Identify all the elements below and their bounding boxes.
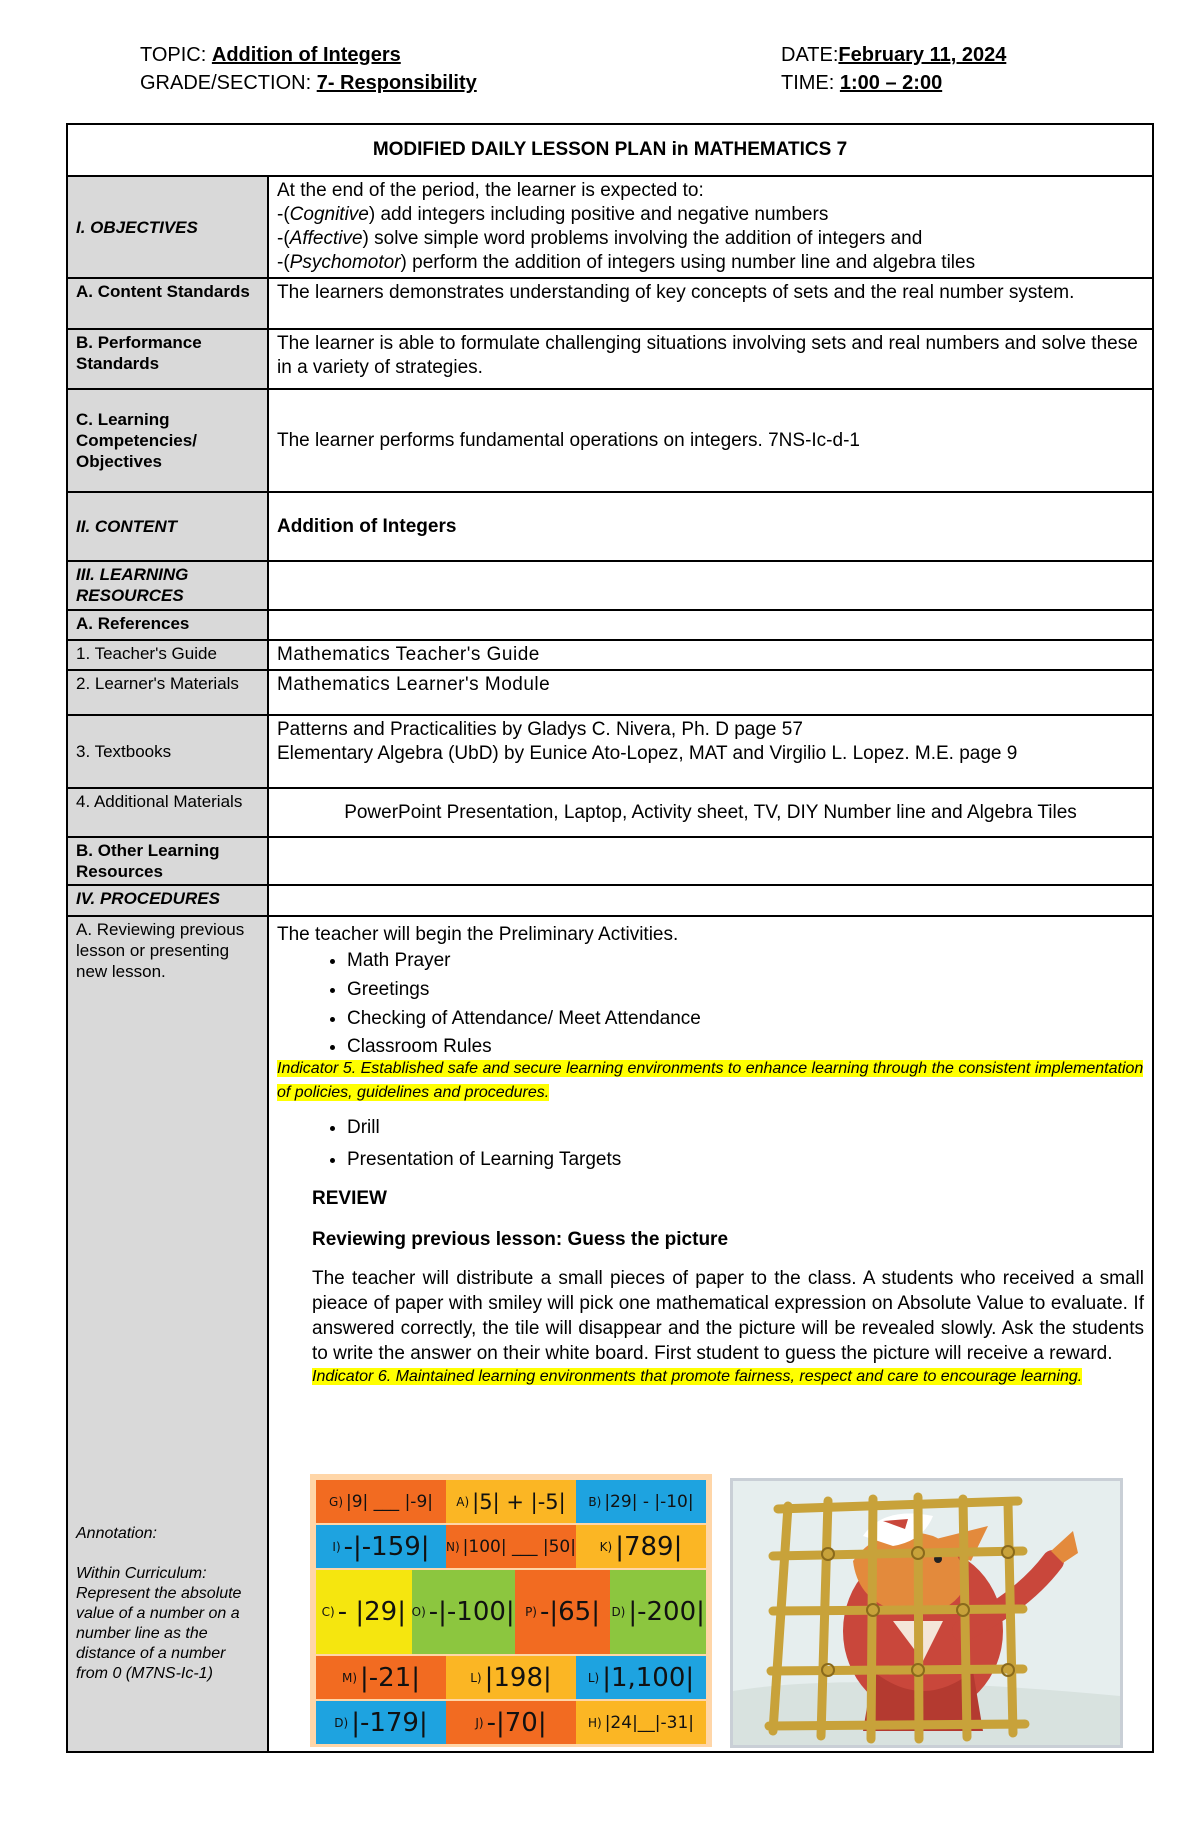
other-resources-empty [268, 837, 1153, 885]
textbook-2: Elementary Algebra (UbD) by Eunice Ato-Lopez, MAT and Virgilio L. Lopez. M.E. page 9 [277, 743, 1018, 764]
list-item: • Math Prayer [347, 949, 1144, 973]
textbooks-content [268, 715, 1153, 788]
grade-label: GRADE/SECTION: [140, 72, 317, 94]
expression-tile[interactable] [316, 1570, 412, 1654]
date-label: DATE: [781, 44, 839, 66]
expression-tile[interactable] [316, 1525, 446, 1568]
topic-value: Addition of Integers [211, 44, 401, 66]
expression-tile[interactable] [576, 1656, 706, 1699]
objective-psychomotor: -(Psychomotor) perform the addition of integers using number line and algebra tiles [277, 252, 976, 273]
teachers-guide-label: 1. Teacher's Guide [67, 640, 268, 670]
tile-letter: J) [475, 1715, 484, 1730]
tile-expression: |1,100| [602, 1662, 695, 1693]
tile-letter: P) [525, 1605, 537, 1619]
list-item: • Checking of Attendance/ Meet Attendance [347, 1007, 1144, 1031]
tile-expression: - |29| [337, 1597, 406, 1627]
procedures-label: IV. PROCEDURES [67, 885, 268, 916]
tile-expression: |789| [615, 1531, 683, 1562]
teachers-guide-text: Mathematics Teacher's Guide [268, 640, 1153, 670]
review-text: The teacher will distribute a small pieces of paper to the class. A students who received a small pieace of paper with smiley will pick one mathematical expression on Absolute Value to evaluate. If answered correctly, the tile will disappear and the picture will be revealed slowly. Ask the students to write the answer on their white board. First student to guess the picture will receive a reward. [312, 1268, 1144, 1364]
content-text: Addition of Integers [268, 492, 1153, 561]
review-label-cell [67, 916, 268, 1752]
time-value: 1:00 – 2:00 [839, 72, 943, 94]
expression-tile[interactable] [446, 1701, 576, 1744]
tile-expression: -|-159| [343, 1531, 430, 1562]
content-label: II. CONTENT [67, 492, 268, 561]
tile-expression: |5| + |-5| [472, 1489, 566, 1514]
additional-materials-label: 4. Additional Materials [67, 788, 268, 837]
tile-letter: M) [341, 1670, 358, 1685]
references-empty [268, 610, 1153, 640]
learners-materials-text: Mathematics Learner's Module [268, 670, 1153, 715]
preliminary-intro: The teacher will begin the Preliminary Activities. [277, 924, 679, 945]
expression-tile[interactable] [316, 1480, 446, 1523]
expression-tile[interactable] [446, 1525, 576, 1568]
textbook-1: Patterns and Practicalities by Gladys C. Nivera, Ph. D page 57 [277, 719, 803, 740]
expression-tile[interactable] [576, 1480, 706, 1523]
objective-affective: -(Affective) solve simple word problems involving the addition of integers and [277, 228, 923, 249]
objectives-content [268, 176, 1153, 278]
review-label: A. Reviewing previous lesson or presenting new lesson. [76, 920, 245, 981]
tile-letter: L) [587, 1670, 600, 1685]
competencies-label: C. Learning Competencies/ Objectives [67, 389, 268, 492]
time-label: TIME: [781, 72, 840, 94]
tile-row [316, 1480, 706, 1523]
textbooks-label: 3. Textbooks [67, 715, 268, 788]
tile-letter: D) [334, 1715, 349, 1730]
drill-list [277, 1116, 1144, 1172]
performance-standards-label: B. Performance Standards [67, 329, 268, 389]
tile-expression: |-200| [628, 1597, 705, 1627]
absolute-value-tile-grid [310, 1474, 712, 1747]
tile-expression: |198| [484, 1662, 552, 1693]
competencies-text: The learner performs fundamental operations on integers. 7NS-Ic-d-1 [268, 389, 1153, 492]
expression-tile[interactable] [316, 1656, 446, 1699]
topic-line [140, 41, 401, 69]
expression-tile[interactable] [316, 1701, 446, 1744]
expression-tile[interactable] [446, 1480, 576, 1523]
review-subheading: Reviewing previous lesson: Guess the picture [312, 1229, 729, 1250]
expression-tile[interactable] [576, 1701, 706, 1744]
tile-expression: |-21| [360, 1662, 421, 1693]
tile-letter: B) [588, 1494, 602, 1509]
tile-letter: G) [329, 1494, 343, 1509]
tile-expression: |9| ___ |-9| [346, 1491, 433, 1512]
preliminary-list [277, 949, 1144, 1058]
procedures-empty [268, 885, 1153, 916]
tile-letter: K) [599, 1539, 613, 1554]
date-value: February 11, 2024 [838, 44, 1007, 66]
tile-letter: N) [446, 1539, 460, 1554]
tile-expression: -|65| [539, 1597, 600, 1627]
grade-value: 7- Responsibility [316, 72, 477, 94]
objectives-intro: At the end of the period, the learner is expected to: [277, 180, 704, 201]
tile-expression: |100| ___ |50| [462, 1536, 576, 1557]
date-line [781, 41, 1006, 69]
expression-tile[interactable] [446, 1656, 576, 1699]
annotation [76, 1524, 254, 1684]
tile-letter: I) [332, 1539, 341, 1554]
expression-tile[interactable] [610, 1570, 706, 1654]
annotation-text: Within Curriculum: Represent the absolute value of a number on a number line as the distance of a number from 0 (M7NS-Ic-1) [76, 1565, 242, 1682]
learners-materials-label: 2. Learner's Materials [67, 670, 268, 715]
tile-row [316, 1570, 706, 1654]
content-standards-label: A. Content Standards [67, 278, 268, 329]
list-item: • Drill [347, 1116, 1144, 1140]
annotation-title: Annotation: [76, 1525, 157, 1542]
tile-letter: A) [456, 1494, 470, 1509]
tile-expression: -|70| [486, 1707, 547, 1738]
resources-empty [268, 561, 1153, 610]
tile-row [316, 1701, 706, 1744]
tile-letter: H) [587, 1715, 602, 1730]
tile-expression: |-179| [351, 1707, 428, 1738]
performance-standards-text: The learner is able to formulate challenging situations involving sets and real numbers and solve these in a variety of strategies. [268, 329, 1153, 389]
expression-tile[interactable] [515, 1570, 611, 1654]
tile-expression: |24|__|-31| [604, 1712, 695, 1733]
tile-letter: C) [321, 1605, 335, 1619]
review-heading: REVIEW [312, 1188, 387, 1209]
grade-line [140, 69, 477, 97]
indicator-6: Indicator 6. Maintained learning environments that promote fairness, respect and care to encourage learning. [312, 1368, 1083, 1385]
plan-title: MODIFIED DAILY LESSON PLAN in MATHEMATICS 7 [67, 124, 1153, 176]
tile-expression: |29| - |-10| [604, 1491, 694, 1512]
list-item: • Presentation of Learning Targets [347, 1148, 1144, 1172]
hidden-picture [730, 1478, 1123, 1748]
resources-label: III. LEARNING RESOURCES [67, 561, 268, 610]
tile-row [316, 1656, 706, 1699]
tile-letter: O) [411, 1605, 426, 1619]
indicator-5: Indicator 5. Established safe and secure learning environments to enhance learning through the consistent implementation of policies, guidelines and procedures. [277, 1060, 1144, 1101]
tile-row [316, 1525, 706, 1568]
tile-letter: D) [611, 1605, 626, 1619]
animal-in-cage-image [733, 1481, 1120, 1745]
expression-tile[interactable] [576, 1525, 706, 1568]
additional-materials-text: PowerPoint Presentation, Laptop, Activity sheet, TV, DIY Number line and Algebra Tiles [268, 788, 1153, 837]
list-item: • Greetings [347, 978, 1144, 1002]
list-item: • Classroom Rules [347, 1036, 1144, 1058]
topic-label: TOPIC: [140, 44, 212, 66]
other-resources-label: B. Other Learning Resources [67, 837, 268, 885]
content-standards-text: The learners demonstrates understanding of key concepts of sets and the real number system. [268, 278, 1153, 329]
objectives-label: I. OBJECTIVES [67, 176, 268, 278]
expression-tile[interactable] [412, 1570, 515, 1654]
objective-cognitive: -(Cognitive) add integers including positive and negative numbers [277, 204, 829, 225]
time-line [781, 69, 942, 97]
references-label: A. References [67, 610, 268, 640]
tile-letter: L) [470, 1670, 482, 1685]
tile-expression: -|-100| [428, 1597, 515, 1627]
